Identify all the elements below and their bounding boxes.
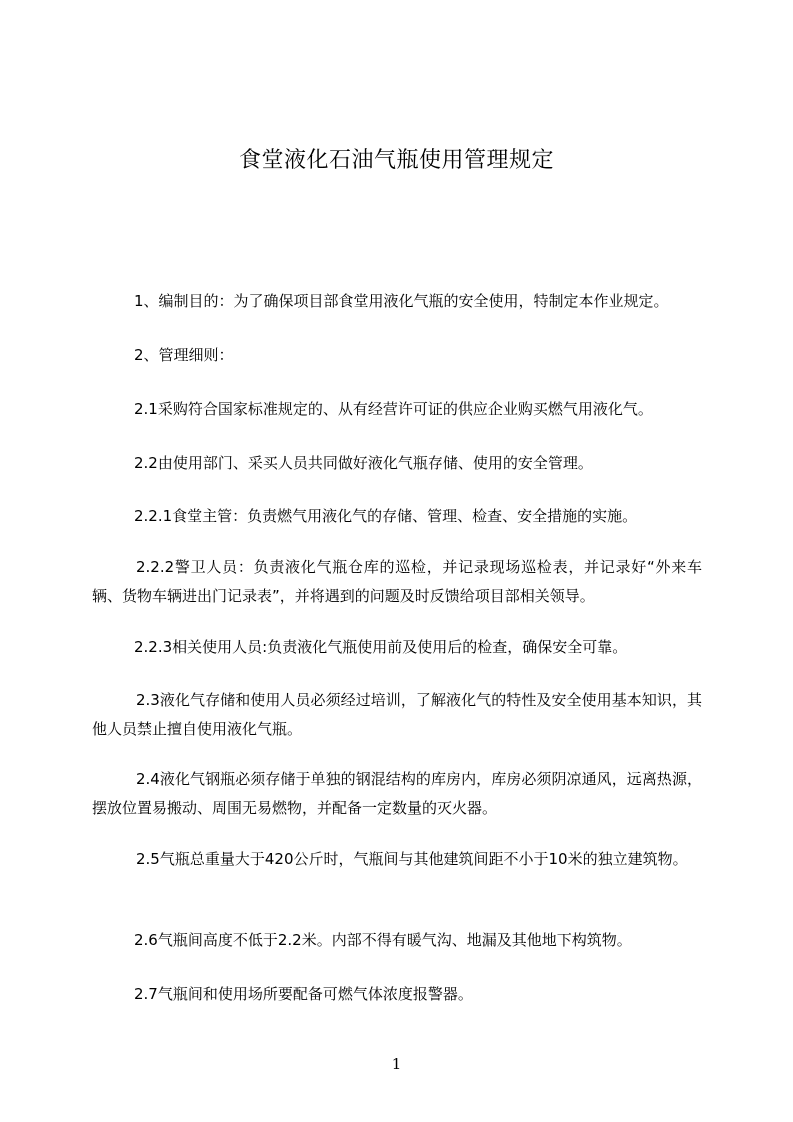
paragraph-2-2-3: 2.2.3相关使用人员:负责液化气瓶使用前及使用后的检查，确保安全可靠。 [134,638,628,656]
paragraph-management-rules: 2、管理细则： [134,346,234,364]
paragraph-2-1: 2.1采购符合国家标准规定的、从有经营许可证的供应企业购买燃气用液化气。 [134,400,653,418]
paragraph-2-2-2: 2.2.2警卫人员：负责液化气瓶仓库的巡检，并记录现场巡检表，并记录好“外来车辆、货物车辆进出门记录表”，并将遇到的问题及时反馈给项目部相关领导。 [92,558,702,605]
paragraph-2-2-1: 2.2.1食堂主管：负责燃气用液化气的存储、管理、检查、安全措施的实施。 [134,507,638,525]
page-number: 1 [391,1055,402,1073]
paragraph-2-6: 2.6气瓶间高度不低于2.2米。内部不得有暖气沟、地漏及其他地下构筑物。 [134,931,632,949]
paragraph-purpose: 1、编制目的：为了确保项目部食堂用液化气瓶的安全使用，特制定本作业规定。 [134,292,669,310]
paragraph-2-5: 2.5气瓶总重量大于420公斤时，气瓶间与其他建筑间距不小于10米的独立建筑物。 [136,850,688,868]
paragraph-2-2: 2.2由使用部门、采买人员共同做好液化气瓶存储、使用的安全管理。 [134,454,593,472]
paragraph-2-3: 2.3液化气存储和使用人员必须经过培训，了解液化气的特性及安全使用基本知识，其他人员禁止擅自使用液化气瓶。 [92,691,702,738]
paragraph-2-7: 2.7气瓶间和使用场所要配备可燃气体浓度报警器。 [134,985,473,1003]
document-title: 食堂液化石油气瓶使用管理规定 [238,148,554,173]
paragraph-2-4: 2.4液化气钢瓶必须存储于单独的钢混结构的库房内，库房必须阴凉通风，远离热源，摆放位置易搬动、周围无易燃物，并配备一定数量的灭火器。 [92,770,702,817]
